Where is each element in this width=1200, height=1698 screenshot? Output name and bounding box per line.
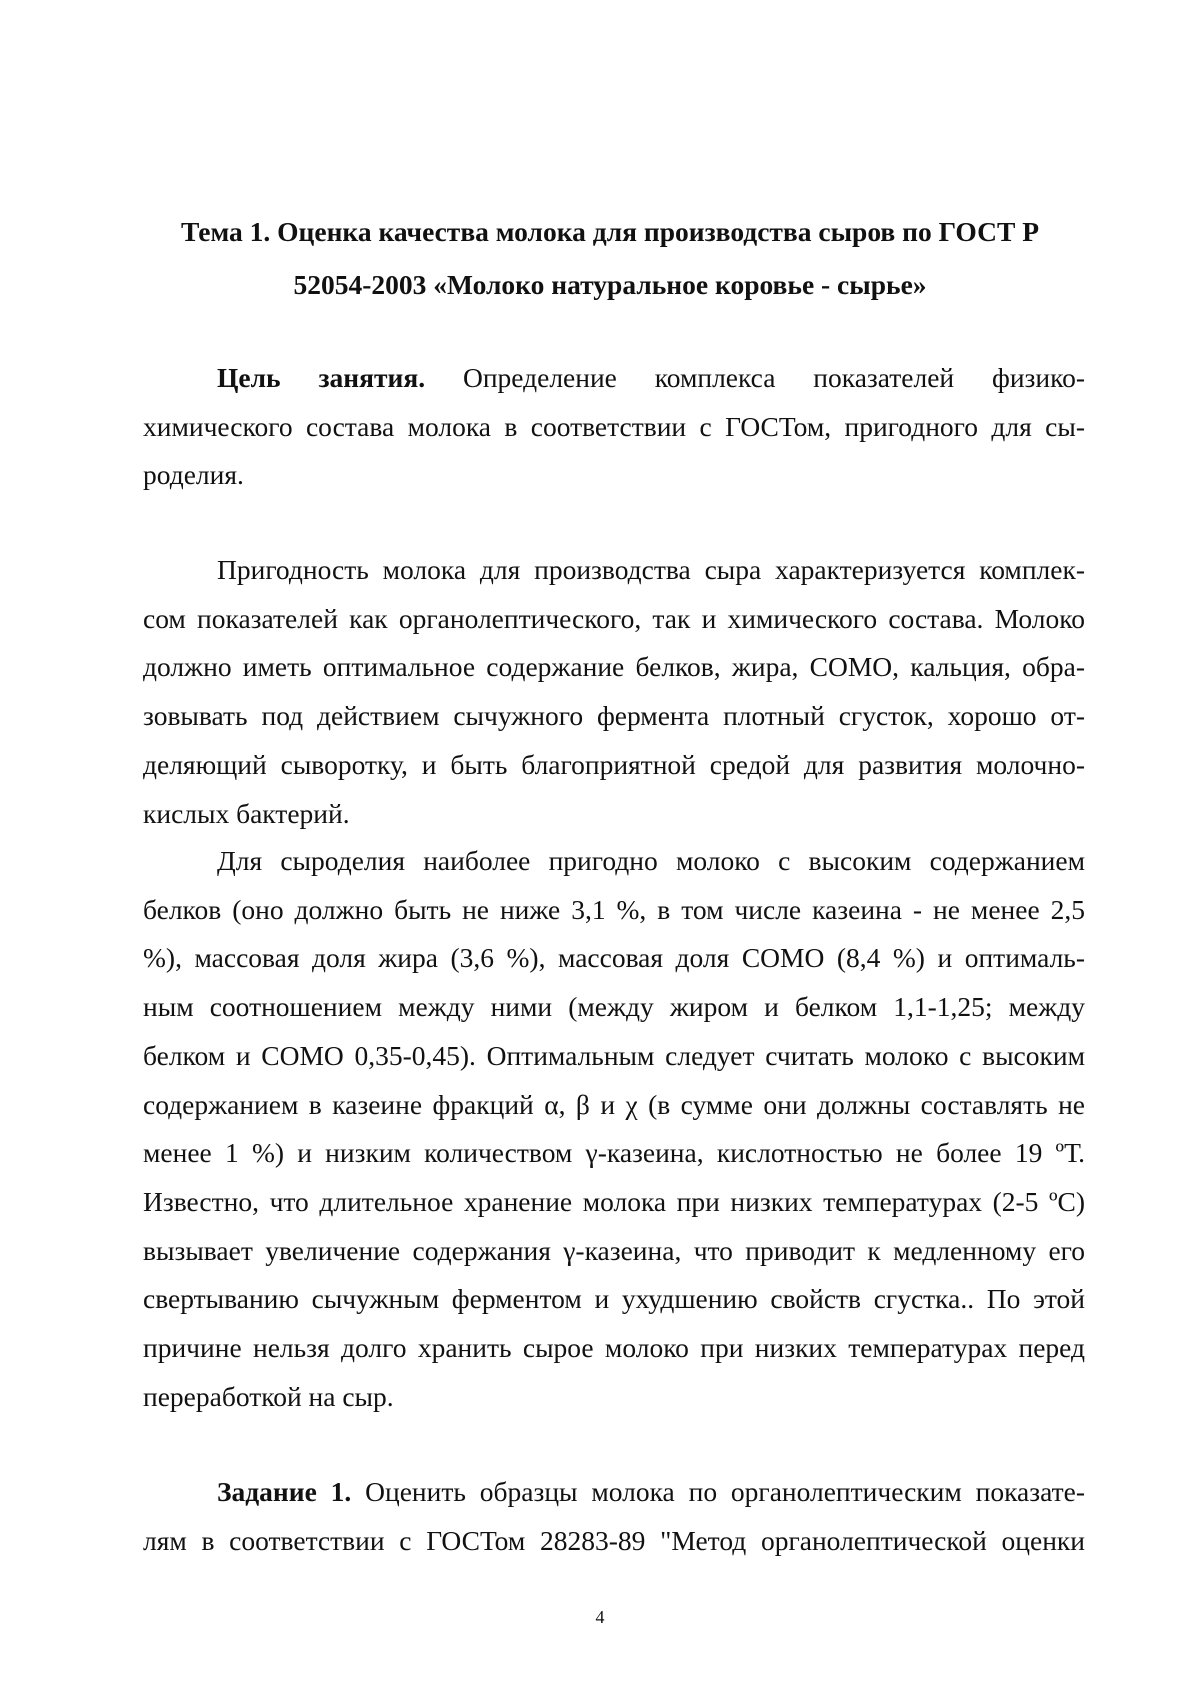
page-number: 4 — [595, 1607, 605, 1627]
paragraph-line: ным соотношением между ними (между жиром и белком 1,1-1,25; между — [143, 991, 1085, 1023]
paragraph-line: зовывать под действием сычужного фермента плотный сгусток, хорошо от- — [143, 700, 1085, 732]
task-1-paragraph — [143, 1468, 1085, 1565]
goal-label: Цель занятия. — [217, 362, 426, 393]
paragraph-line: Известно, что длительное хранение молока при низких температурах (2-5 ºС) — [143, 1185, 1085, 1217]
task-1-line-2: лям в соответствии с ГОСТом 28283-89 "Метод органолептической оценки — [143, 1524, 1085, 1556]
goal-line-3: роделия. — [143, 459, 244, 491]
paragraph-line: деляющий сыворотку, и быть благоприятной средой для развития молочно- — [143, 748, 1085, 780]
paragraph-cheesemaking — [143, 837, 1085, 1421]
title-line-2: 52054-2003 «Молоко натуральное коровье - сырье» — [293, 269, 927, 300]
paragraph-line: содержанием в казеине фракций α, β и χ (в сумме они должны составлять не — [143, 1088, 1085, 1120]
paragraph-line: белков (оно должно быть не ниже 3,1 %, в том числе казеина - не менее 2,5 — [143, 893, 1085, 925]
paragraph-line: кислых бактерий. — [143, 797, 350, 829]
paragraph-line: переработкой на сыр. — [143, 1380, 394, 1412]
task-1-line-1 — [143, 1468, 1085, 1517]
paragraph-line: причине нельзя долго хранить сырое молоко при низких температурах перед — [143, 1332, 1085, 1364]
paragraph-line: должно иметь оптимальное содержание белков, жира, СОМО, кальция, обра- — [143, 651, 1085, 683]
goal-line-1-text: Определение комплекса показателей физико- — [462, 362, 1085, 393]
goal-line-1 — [143, 354, 1085, 403]
paragraph-suitability — [143, 546, 1085, 838]
paragraph-line: белком и СОМО 0,35-0,45). Оптимальным следует считать молоко с высоким — [143, 1039, 1085, 1071]
paragraph-line: Пригодность молока для производства сыра характеризуется комплек- — [217, 554, 1085, 585]
task-1-label: Задание 1. — [217, 1476, 352, 1507]
paragraph-line: вызывает увеличение содержания γ-казеина, что приводит к медленному его — [143, 1234, 1085, 1266]
task-1-line-1-text: Оценить образцы молока по органолептическим показате- — [365, 1476, 1085, 1507]
paragraph-line: %), массовая доля жира (3,6 %), массовая доля СОМО (8,4 %) и оптималь- — [143, 942, 1085, 974]
page-title — [140, 205, 1080, 311]
paragraph-line: свертыванию сычужным ферментом и ухудшению свойств сгустка.. По этой — [143, 1283, 1085, 1315]
title-line-1: Тема 1. Оценка качества молока для производства сыров по ГОСТ Р — [180, 216, 1040, 247]
paragraph-line: сом показателей как органолептического, так и химического состава. Молоко — [143, 602, 1085, 634]
paragraph-line: менее 1 %) и низким количеством γ-казеина, кислотностью не более 19 ºТ. — [143, 1137, 1085, 1169]
paragraph-line: Для сыроделия наиболее пригодно молоко с высоким содержанием — [217, 845, 1085, 876]
goal-paragraph — [143, 354, 1085, 500]
goal-line-2: химического состава молока в соответствии с ГОСТом, пригодного для сы- — [143, 410, 1085, 442]
